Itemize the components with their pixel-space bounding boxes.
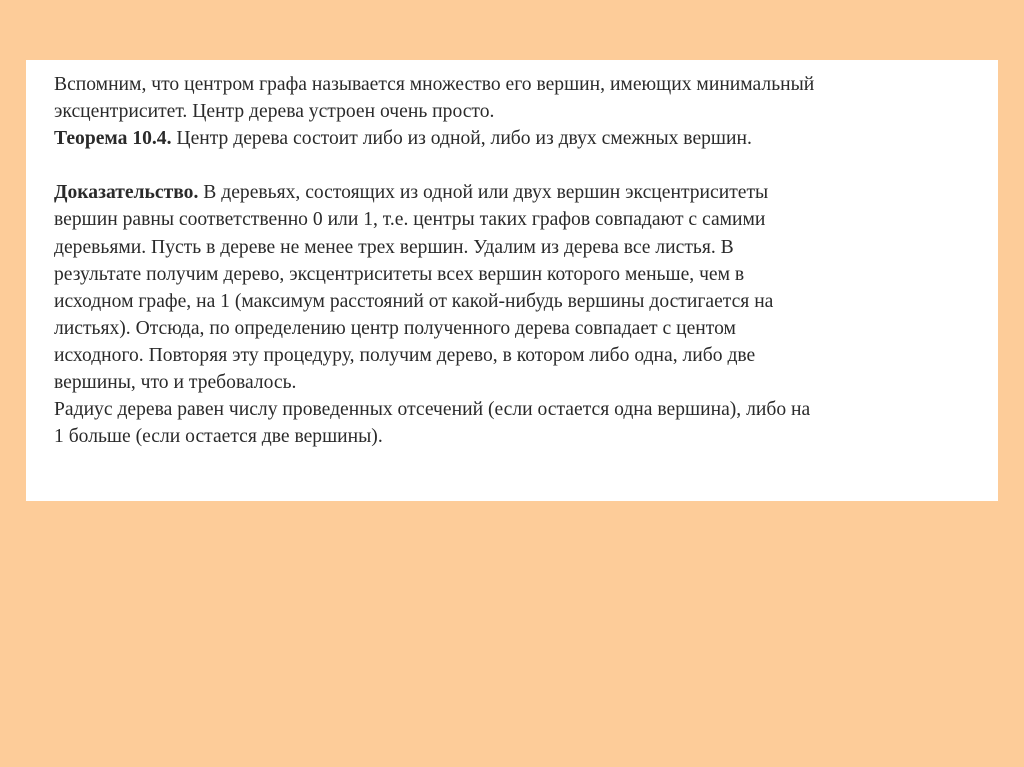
proof-label: Доказательство. [54, 182, 199, 204]
proof-line-5: исходном графе, на 1 (максимум расстояний от какой-нибудь вершины достигается на [54, 290, 774, 312]
intro-line-1: Вспомним, что центром графа называется множество его вершин, имеющих минимальный [54, 74, 815, 95]
proof-line-7: исходного. Повторяя эту процедуру, получим дерево, в котором либо одна, либо две [54, 344, 756, 366]
radius-line-1: Радиус дерева равен числу проведенных отсечений (если остается одна вершина), либо на [54, 399, 811, 421]
blank-line [54, 152, 979, 179]
proof-line-3: деревьями. Пусть в дереве не менее трех вершин. Удалим из дерева все листья. В [54, 236, 734, 258]
theorem-label: Теорема 10.4. [54, 128, 172, 150]
intro-line-2: эксцентриситет. Центр дерева устроен очень просто. [54, 101, 495, 123]
proof-line-2: вершин равны соответственно 0 или 1, т.е. центры таких графов совпадают с самими [54, 209, 766, 231]
slide-text [54, 71, 979, 450]
radius-line-2: 1 больше (если остается две вершины). [54, 426, 383, 448]
theorem-text: Центр дерева состоит либо из одной, либо из двух смежных вершин. [171, 128, 752, 150]
proof-line-6: листьях). Отсюда, по определению центр полученного дерева совпадает с центом [54, 317, 736, 339]
slide-content-panel [26, 60, 998, 501]
proof-line-1 [54, 179, 979, 206]
proof-line-4: результате получим дерево, эксцентриситеты всех вершин которого меньше, чем в [54, 263, 745, 285]
proof-line-8: вершины, что и требовалось. [54, 372, 297, 394]
proof-first-line-text: В деревьях, состоящих из одной или двух вершин эксцентриситеты [198, 182, 769, 204]
theorem-line [54, 125, 979, 152]
